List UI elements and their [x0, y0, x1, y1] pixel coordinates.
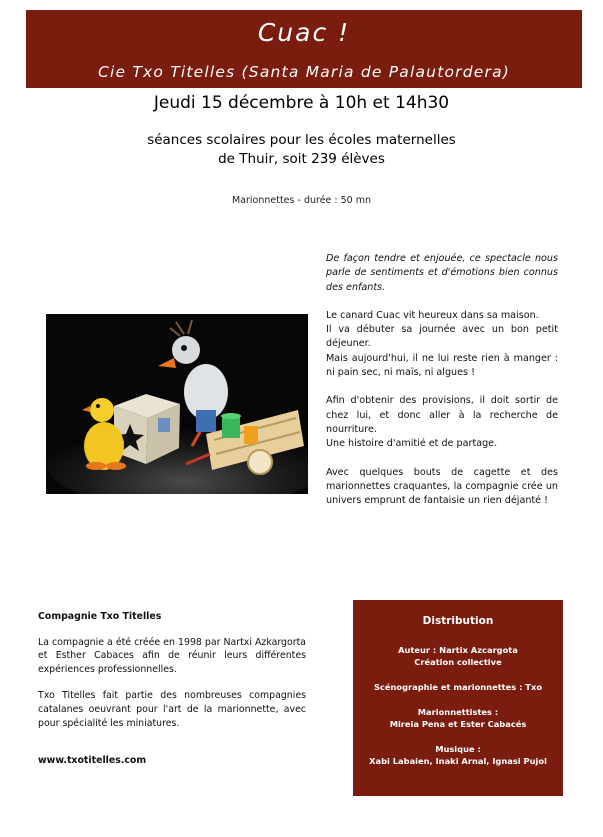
distribution-box — [353, 600, 563, 796]
author-line: Auteur : Nartix Azcargota — [398, 645, 518, 655]
company-section — [38, 610, 306, 768]
show-description — [326, 252, 558, 522]
description-p2-line-3: Mais aujourd'hui, il ne lui reste rien à manger : ni pain sec, ni maïs, ni algues ! — [326, 352, 558, 379]
description-intro: De façon tendre et enjouée, ce spectacle nous parle de sentiments et d'émotions bien connus des enfants. — [326, 253, 558, 293]
distribution-title: Distribution — [422, 615, 494, 627]
distribution-scenography: Scénographie et marionnettes : Txo — [373, 682, 543, 692]
description-paragraph-2 — [326, 309, 558, 380]
puppeteers-label: Marionnettistes : — [417, 707, 499, 717]
description-p3-line-1: Afin d'obtenir des provisions, il doit sortir de chez lui, et donc aller à la recherche de nourriture. — [326, 395, 558, 435]
show-title: Cuac ! — [257, 18, 351, 47]
distribution-author — [353, 644, 563, 668]
company-paragraph-2: Txo Titelles fait partie des nombreuses compagnies catalanes oeuvrant pour l'art de la marionnette, avec pour spécialité les miniatures. — [38, 690, 306, 729]
description-p2-line-1: Le canard Cuac vit heureux dans sa maison. — [326, 309, 539, 321]
description-p3-line-2: Une histoire d'amitié et de partage. — [326, 438, 498, 450]
company-paragraph-1: La compagnie a été créée en 1998 par Nartxi Azkargorta et Esther Cabaces afin de réunir leurs différentes expériences professionnelles. — [38, 636, 306, 675]
company-subtitle: Cie Txo Titelles (Santa Maria de Palautordera) — [97, 63, 511, 81]
puppets-illustration — [46, 314, 308, 494]
company-website-link[interactable]: www.txotitelles.com — [38, 755, 147, 767]
company-heading: Compagnie Txo Titelles — [38, 611, 162, 622]
event-date: Jeudi 15 décembre à 10h et 14h30 — [153, 93, 450, 113]
distribution-puppeteers — [353, 706, 563, 730]
music-names: Xabi Labaien, Inaki Arnal, Ignasi Pujol — [369, 756, 547, 766]
music-label: Musique : — [435, 744, 481, 754]
description-paragraph-4: Avec quelques bouts de cagette et des marionnettes craquantes, la compagnie crée un univers emprunt de fantaisie un rien déjanté ! — [326, 466, 558, 507]
sessions-info — [0, 131, 603, 169]
sessions-line-2: de Thuir, soit 239 élèves — [218, 151, 385, 167]
header-banner — [26, 10, 582, 88]
sessions-line-1: séances scolaires pour les écoles maternelles — [147, 132, 456, 148]
description-paragraph-3 — [326, 394, 558, 451]
creation-line: Création collective — [414, 657, 502, 667]
show-photo — [46, 314, 308, 494]
distribution-music — [353, 743, 563, 767]
description-p2-line-2: Il va débuter sa journée avec un bon petit déjeuner. — [326, 324, 558, 350]
puppeteers-names: Mireia Pena et Ester Cabacés — [389, 719, 527, 729]
genre-duration: Marionnettes - durée : 50 mn — [231, 195, 372, 206]
